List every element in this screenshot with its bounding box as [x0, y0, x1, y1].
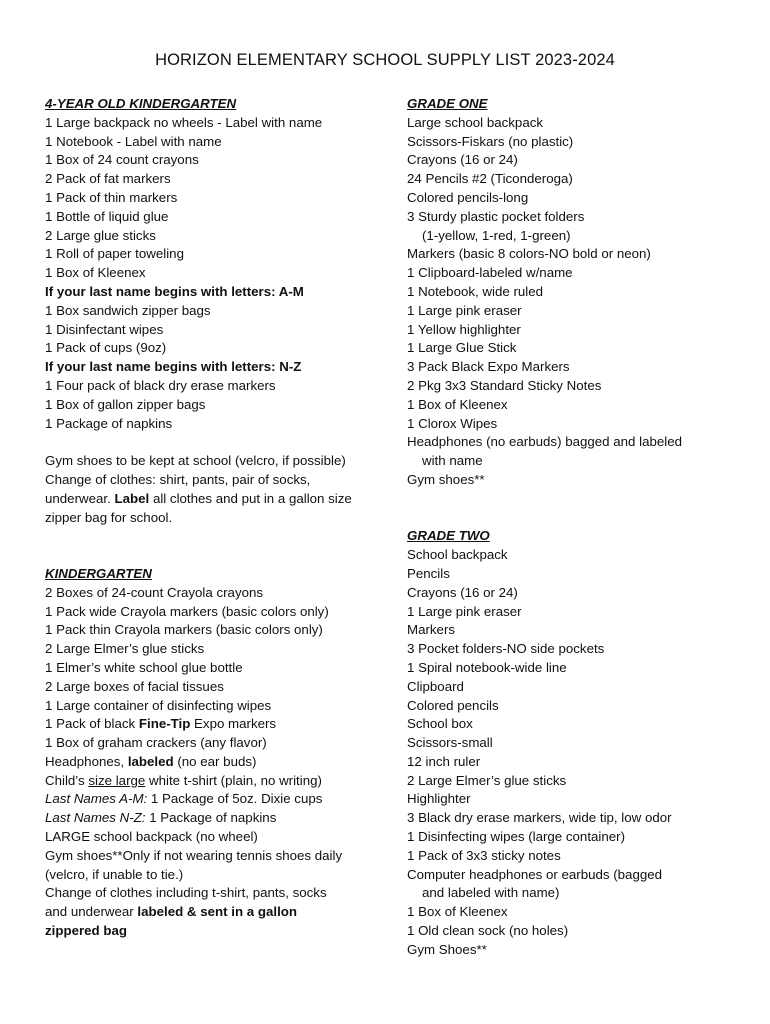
list-item: 1 Box of Kleenex — [45, 265, 146, 281]
list-item: Pencils — [407, 565, 450, 581]
list-item: 2 Large Elmer’s glue sticks — [45, 641, 205, 657]
list-item: School backpack — [407, 547, 508, 563]
list-item: Computer headphones or earbuds (bagged — [407, 866, 663, 882]
list-item: 3 Sturdy plastic pocket folders — [407, 208, 585, 224]
list-item: Highlighter — [407, 791, 471, 807]
list-item: Colored pencils-long — [407, 189, 529, 205]
list-item: 1 Package of napkins — [45, 415, 173, 431]
list-item: 1 Large backpack no wheels - Label with name — [45, 114, 323, 130]
list-item-continued: with name — [422, 453, 483, 469]
list-item: 12 inch ruler — [407, 753, 481, 769]
left-column — [45, 95, 385, 941]
list-item: 1 Notebook - Label with name — [45, 133, 222, 149]
list-item-expo: 1 Pack of black Fine-Tip Expo markers — [45, 716, 277, 732]
list-item: Gym shoes** — [407, 471, 485, 487]
list-item: 1 Box of graham crackers (any flavor) — [45, 735, 267, 751]
list-item: Markers — [407, 622, 456, 638]
right-column — [407, 95, 747, 960]
list-item: 1 Box of gallon zipper bags — [45, 396, 206, 412]
list-item: 2 Pack of fat markers — [45, 171, 171, 187]
list-item: 1 Large container of disinfecting wipes — [45, 697, 272, 713]
list-item-am: Last Names A-M: 1 Package of 5oz. Dixie cups — [45, 791, 323, 807]
list-item: 2 Large glue sticks — [45, 227, 156, 243]
list-item: 1 Roll of paper toweling — [45, 246, 184, 262]
list-item: 1 Old clean sock (no holes) — [407, 923, 569, 939]
list-item: 2 Large boxes of facial tissues — [45, 678, 224, 694]
page-title: HORIZON ELEMENTARY SCHOOL SUPPLY LIST 2023-2024 — [155, 51, 615, 69]
list-item: 1 Pack thin Crayola markers (basic colors only) — [45, 622, 323, 638]
subheading-n-z: If your last name begins with letters: N-Z — [45, 359, 302, 375]
list-item: 1 Notebook, wide ruled — [407, 283, 544, 299]
list-item: 1 Box of Kleenex — [407, 396, 508, 412]
list-item: 1 Box of 24 count crayons — [45, 152, 199, 168]
list-item-gym: Gym shoes**Only if not wearing tennis shoes daily (velcro, if unable to tie.) — [45, 847, 343, 882]
list-item: 1 Large pink eraser — [407, 302, 522, 318]
list-item: 1 Large pink eraser — [407, 603, 522, 619]
list-item: Large school backpack — [407, 114, 544, 130]
list-item: 1 Large Glue Stick — [407, 340, 517, 356]
list-item: 24 Pencils #2 (Ticonderoga) — [407, 171, 573, 187]
list-item: Colored pencils — [407, 697, 499, 713]
list-item: 1 Box sandwich zipper bags — [45, 302, 211, 318]
list-item-tshirt: Child’s size large white t-shirt (plain, no writing) — [45, 772, 322, 788]
section-heading-pre-k: 4-YEAR OLD KINDERGARTEN — [45, 96, 237, 111]
list-item: 1 Pack of thin markers — [45, 189, 178, 205]
list-item: School box — [407, 716, 473, 732]
list-item: Crayons (16 or 24) — [407, 152, 518, 168]
list-item: 1 Four pack of black dry erase markers — [45, 377, 276, 393]
list-item: 1 Pack of cups (9oz) — [45, 340, 167, 356]
list-item: 1 Disinfectant wipes — [45, 321, 164, 337]
list-item: 3 Pack Black Expo Markers — [407, 359, 570, 375]
section-heading-grade-one: GRADE ONE — [407, 96, 488, 111]
list-item: Crayons (16 or 24) — [407, 584, 518, 600]
list-item: 1 Box of Kleenex — [407, 904, 508, 920]
list-item: LARGE school backpack (no wheel) — [45, 829, 258, 845]
section-heading-grade-two: GRADE TWO — [407, 528, 490, 544]
list-item: 1 Bottle of liquid glue — [45, 208, 169, 224]
list-item: 1 Pack wide Crayola markers (basic colors only) — [45, 603, 329, 619]
list-item-clothes: Change of clothes including t-shirt, pants, socks and underwear labeled & sent in a gallon zippered bag — [45, 885, 327, 939]
list-item: 1 Clorox Wipes — [407, 415, 498, 431]
list-item: Scissors-Fiskars (no plastic) — [407, 133, 574, 149]
list-item: Markers (basic 8 colors-NO bold or neon) — [407, 246, 651, 262]
list-item: Gym Shoes** — [407, 941, 487, 957]
list-item: 3 Pocket folders-NO side pockets — [407, 641, 605, 657]
list-item-headphones: Headphones, labeled (no ear buds) — [45, 753, 257, 769]
subheading-a-m: If your last name begins with letters: A-M — [45, 283, 304, 299]
clothes-note: Change of clothes: shirt, pants, pair of socks, underwear. Label all clothes and put in a gallon size zipper bag for school. — [45, 471, 352, 525]
list-item: Scissors-small — [407, 735, 493, 751]
list-item: 2 Large Elmer’s glue sticks — [407, 772, 567, 788]
list-item: 1 Yellow highlighter — [407, 321, 521, 337]
list-item-continued: (1-yellow, 1-red, 1-green) — [422, 227, 571, 243]
list-item: 1 Elmer’s white school glue bottle — [45, 659, 243, 675]
list-item: Clipboard — [407, 678, 464, 694]
list-item: 1 Spiral notebook-wide line — [407, 659, 567, 675]
list-item: 3 Black dry erase markers, wide tip, low odor — [407, 810, 672, 826]
section-heading-kindergarten: KINDERGARTEN — [45, 565, 152, 581]
list-item: 1 Disinfecting wipes (large container) — [407, 829, 626, 845]
list-item: 1 Pack of 3x3 sticky notes — [407, 847, 561, 863]
gym-note: Gym shoes to be kept at school (velcro, if possible) — [45, 453, 346, 469]
list-item-nz: Last Names N-Z: 1 Package of napkins — [45, 810, 277, 826]
list-item-continued: and labeled with name) — [422, 885, 560, 901]
list-item: 2 Pkg 3x3 Standard Sticky Notes — [407, 377, 602, 393]
list-item: 2 Boxes of 24-count Crayola crayons — [45, 584, 264, 600]
list-item: 1 Clipboard-labeled w/name — [407, 265, 573, 281]
list-item: Headphones (no earbuds) bagged and labeled — [407, 434, 683, 450]
